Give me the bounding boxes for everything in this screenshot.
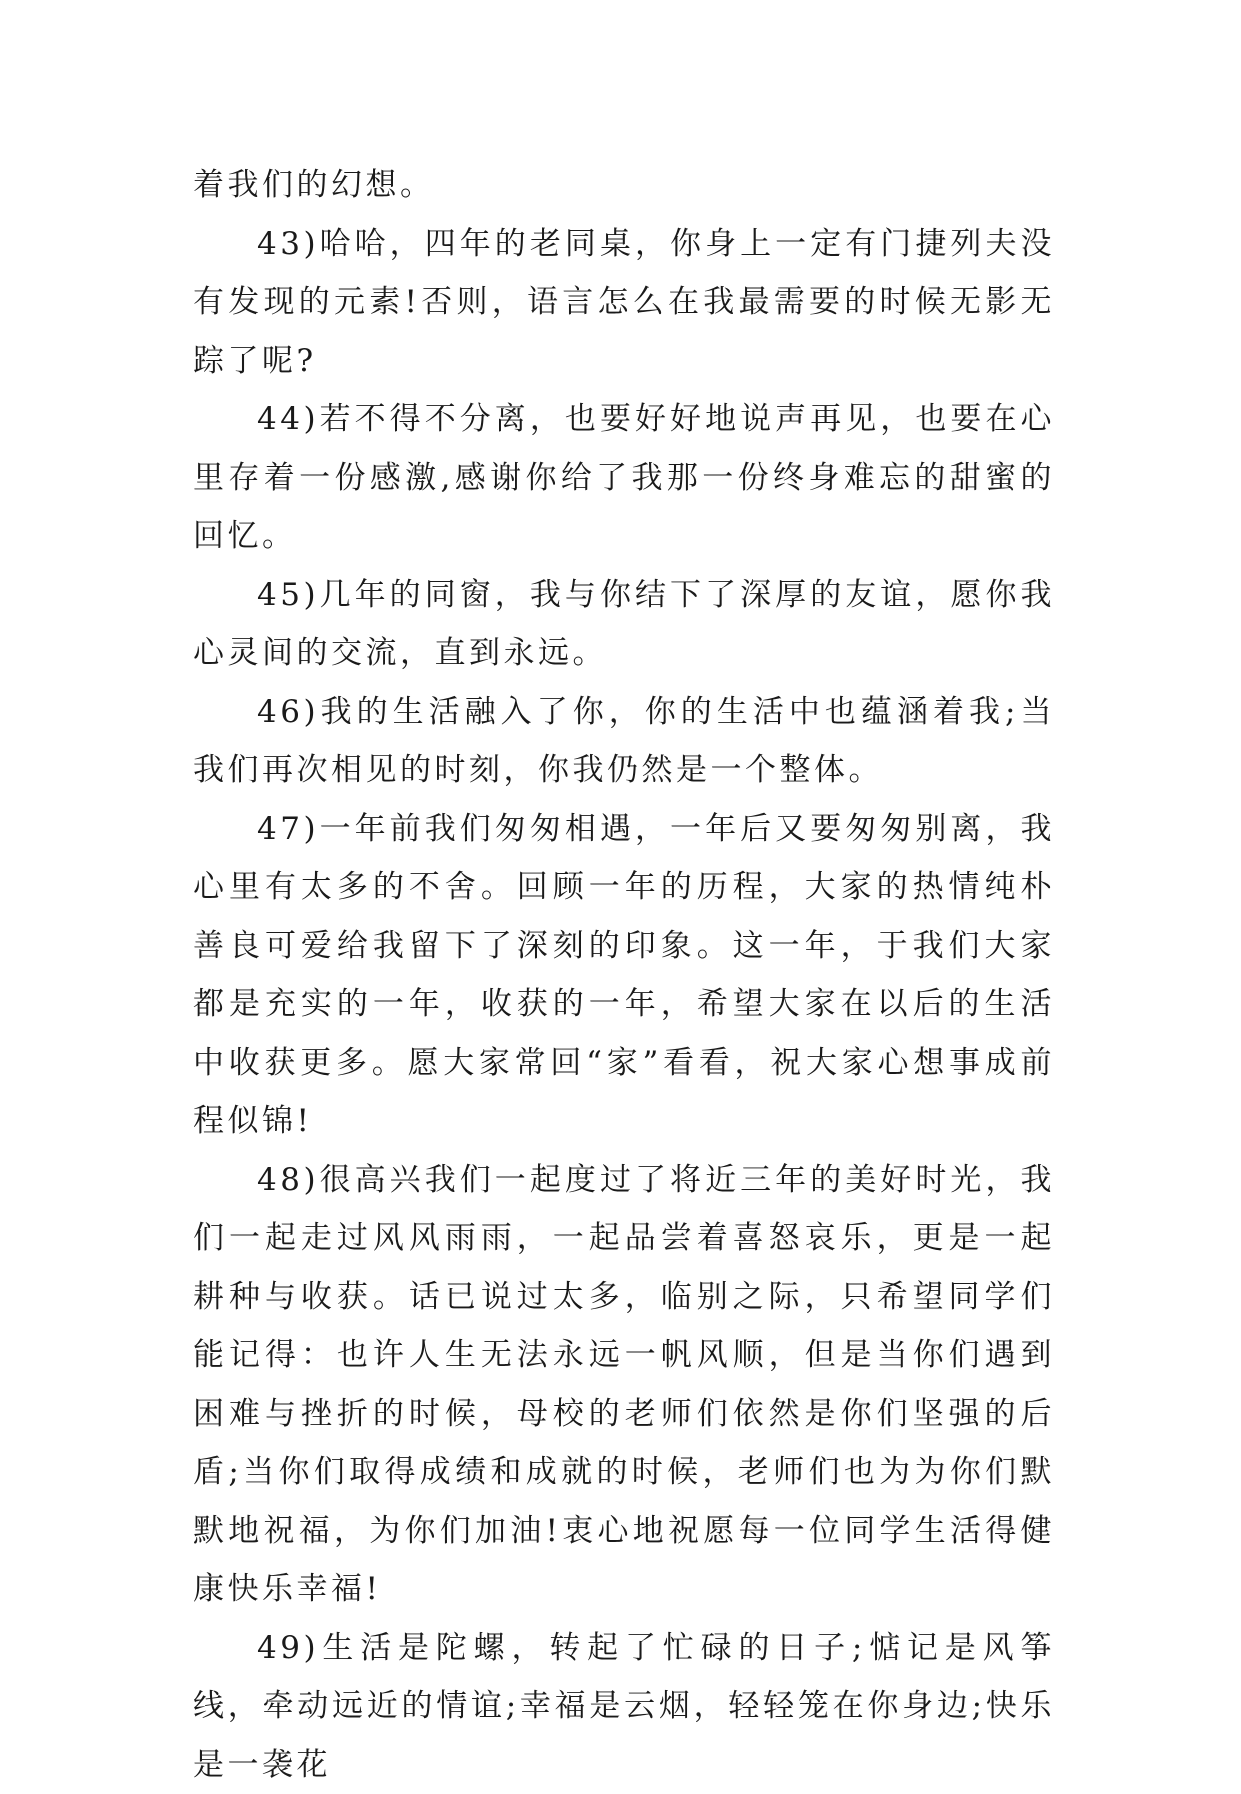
paragraph-45: 45)几年的同窗，我与你结下了深厚的友谊，愿你我心灵间的交流，直到永远。 (193, 566, 1055, 683)
paragraph-48: 48)很高兴我们一起度过了将近三年的美好时光，我们一起走过风风雨雨，一起品尝着喜怒哀乐，更是一起耕种与收获。话已说过太多，临别之际，只希望同学们能记得：也许人生无法永远一帆风顺，但是当你们遇到困难与挫折的时候，母校的老师们依然是你们坚强的后盾;当你们取得成绩和成就的时候，老师们也为为你们默默地祝福，为你们加油!衷心地祝愿每一位同学生活得健康快乐幸福! (193, 1151, 1055, 1619)
document-page (193, 156, 1055, 1794)
paragraph-46: 46)我的生活融入了你，你的生活中也蕴涵着我;当我们再次相见的时刻，你我仍然是一个整体。 (193, 683, 1055, 800)
paragraph-43: 43)哈哈，四年的老同桌，你身上一定有门捷列夫没有发现的元素!否则，语言怎么在我最需要的时候无影无踪了呢? (193, 215, 1055, 391)
paragraph-continuation: 着我们的幻想。 (193, 156, 1055, 215)
paragraph-44: 44)若不得不分离，也要好好地说声再见，也要在心里存着一份感激,感谢你给了我那一份终身难忘的甜蜜的回忆。 (193, 390, 1055, 566)
paragraph-49: 49)生活是陀螺，转起了忙碌的日子;惦记是风筝线，牵动远近的情谊;幸福是云烟，轻轻笼在你身边;快乐是一袭花 (193, 1619, 1055, 1794)
paragraph-47: 47)一年前我们匆匆相遇，一年后又要匆匆别离，我心里有太多的不舍。回顾一年的历程，大家的热情纯朴善良可爱给我留下了深刻的印象。这一年，于我们大家都是充实的一年，收获的一年，希望大家在以后的生活中收获更多。愿大家常回“家”看看，祝大家心想事成前程似锦! (193, 800, 1055, 1151)
